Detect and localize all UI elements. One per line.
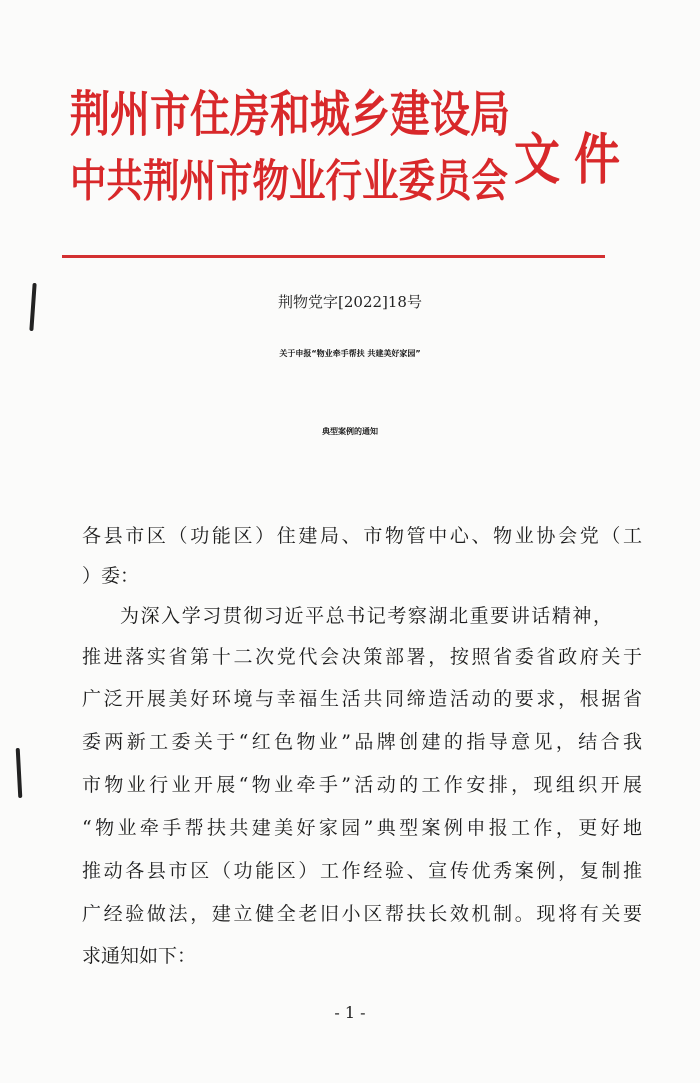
title-line-1: 关于申报“物业牵手帮扶 共建美好家园” [279,349,421,358]
binding-mark [16,748,23,798]
issuer-name-2: 中共荆州市物业行业委员会 [70,154,508,207]
issuer-name-1: 荆州市住房和城乡建设局 [70,86,510,144]
page-number: - 1 - [334,1003,366,1022]
body-line: “物业牵手帮扶共建美好家园”典型案例申报工作，更好地 [82,817,642,839]
body-line: 求通知如下： [82,945,197,967]
body-line: 市物业行业开展“物业牵手”活动的工作安排，现组织开展 [82,774,642,796]
document-number: 荆物党字[2022]18号 [278,293,422,311]
title-line-2: 典型案例的通知 [322,427,378,436]
body-line: 推进落实省第十二次党代会决策部署，按照省委省政府关于 [82,646,642,668]
red-header-rule [62,255,605,258]
document-label: 文件 [514,126,634,192]
body-line: 广经验做法，建立健全老旧小区帮扶长效机制。现将有关要 [82,903,642,925]
body-line: ）委： [82,565,140,587]
body-line: 广泛开展美好环境与幸福生活共同缔造活动的要求，根据省 [82,688,642,710]
body-line: 为深入学习贯彻习近平总书记考察湖北重要讲话精神， [120,605,612,627]
body-line: 推动各县市区（功能区）工作经验、宣传优秀案例，复制推 [82,860,642,882]
body-line: 各县市区（功能区）住建局、市物管中心、物业协会党（工 [82,525,642,547]
body-line: 委两新工委关于“红色物业”品牌创建的指导意见，结合我 [82,731,642,753]
